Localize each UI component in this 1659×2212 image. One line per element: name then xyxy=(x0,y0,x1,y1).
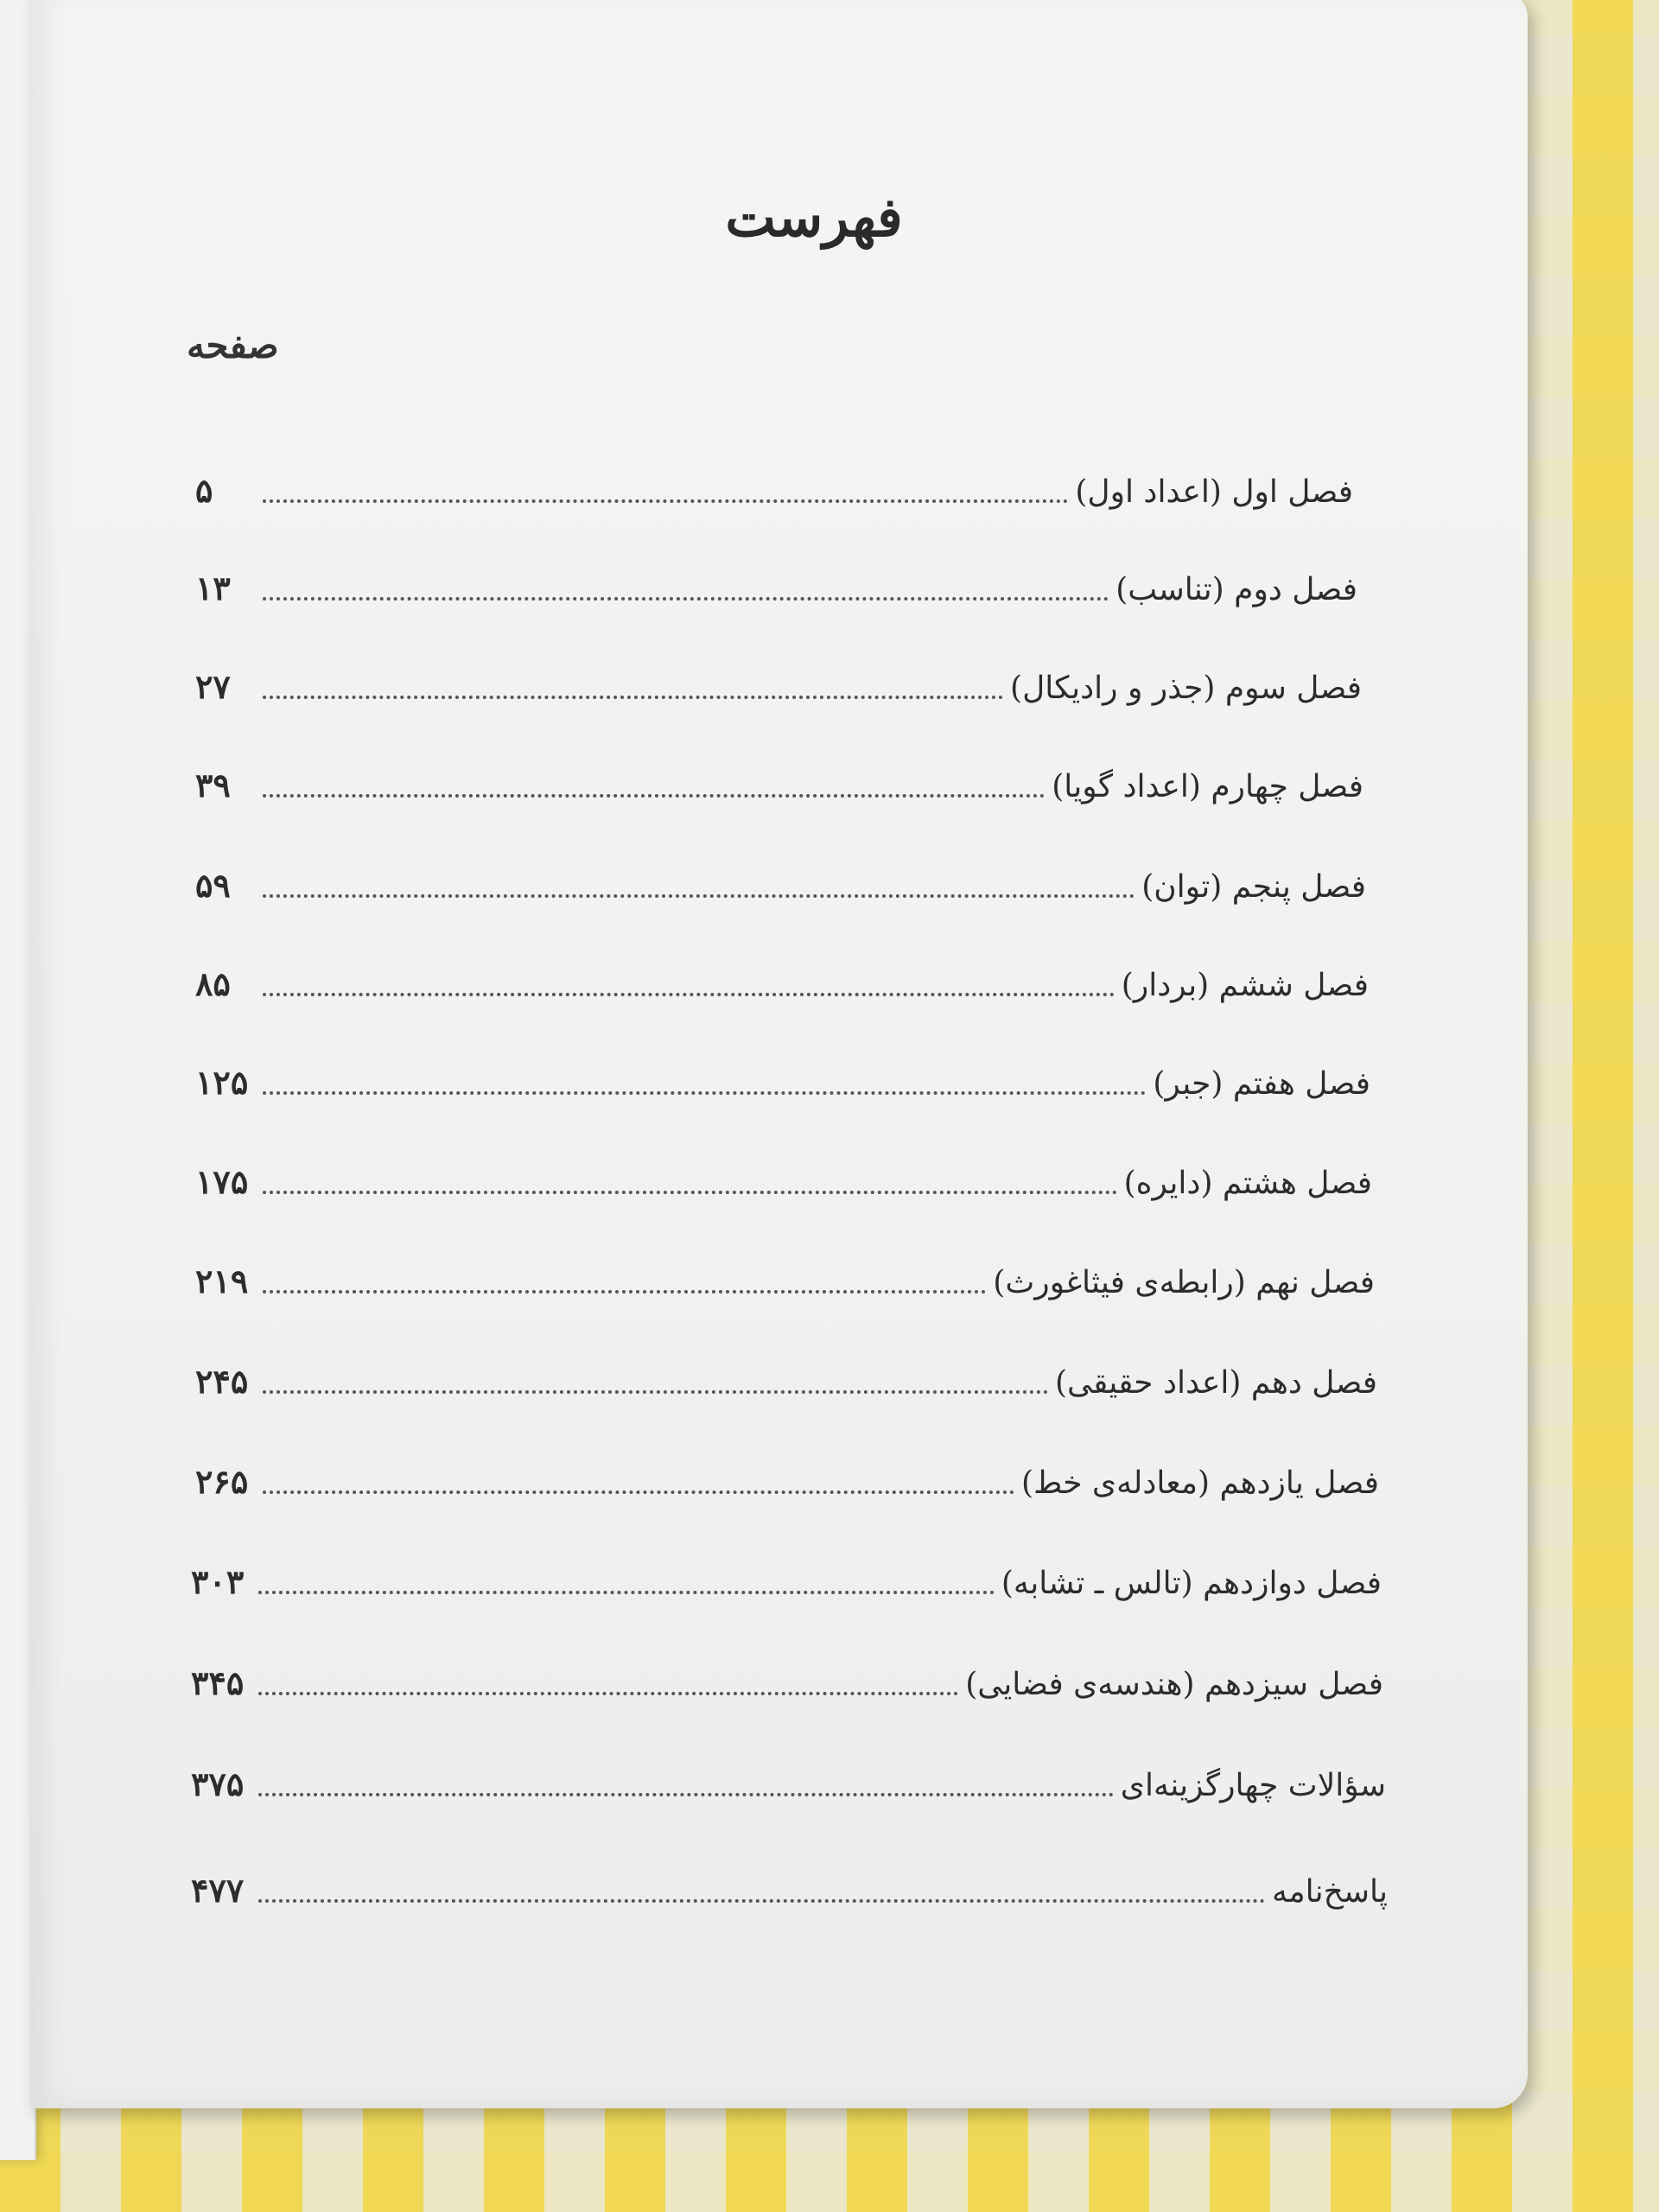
dot-leader xyxy=(263,597,1109,601)
toc-page-number: ۲۷ xyxy=(195,667,231,706)
dot-leader xyxy=(263,696,1003,699)
toc-entry[interactable] xyxy=(195,667,1362,706)
toc-entry[interactable] xyxy=(195,866,1366,905)
dot-leader xyxy=(258,1899,1265,1903)
toc-entry[interactable] xyxy=(191,1663,1383,1702)
toc-page-number: ۱۷۵ xyxy=(195,1162,249,1201)
toc-entry-label: فصل پنجم (توان) xyxy=(1141,869,1366,905)
toc-page-number: ۲۴۵ xyxy=(195,1362,249,1401)
dot-leader xyxy=(258,1591,995,1594)
toc-entry[interactable] xyxy=(195,1162,1372,1201)
toc-entry[interactable] xyxy=(195,569,1357,607)
dot-leader xyxy=(263,794,1045,798)
toc-entry-label: پاسخ‌نامه xyxy=(1272,1874,1388,1910)
toc-entry[interactable] xyxy=(195,471,1353,510)
toc-entry-label: فصل سوم (جذر و رادیکال) xyxy=(1010,671,1362,706)
book-page xyxy=(31,0,1528,2108)
dot-leader xyxy=(263,1091,1146,1095)
dot-leader xyxy=(263,993,1115,996)
dot-leader xyxy=(263,499,1068,503)
toc-entry[interactable] xyxy=(195,1462,1379,1501)
page-column-header: صفحه xyxy=(187,324,279,366)
toc-page-number: ۳۹ xyxy=(195,766,231,804)
toc-entry-label: فصل یازدهم (معادله‌ی خط) xyxy=(1021,1465,1379,1501)
dot-leader xyxy=(258,1793,1114,1796)
toc-entry[interactable] xyxy=(195,1262,1375,1300)
toc-entry-label: فصل اول (اعداد اول) xyxy=(1075,474,1353,510)
toc-page-number: ۵ xyxy=(195,471,213,510)
dot-leader xyxy=(263,1191,1117,1194)
dot-leader xyxy=(258,1692,958,1695)
dot-leader xyxy=(263,1290,986,1294)
page-title: فهرست xyxy=(725,186,903,249)
toc-entry[interactable] xyxy=(195,1063,1370,1102)
toc-page-number: ۳۷۵ xyxy=(191,1764,245,1803)
toc-page-number: ۸۵ xyxy=(195,964,231,1003)
toc-entry-label: فصل نهم (رابطه‌ی فیثاغورث) xyxy=(993,1265,1375,1300)
dot-leader xyxy=(263,1390,1048,1394)
toc-page-number: ۵۹ xyxy=(195,866,231,905)
table-of-contents xyxy=(31,0,1528,2108)
toc-page-number: ۲۶۵ xyxy=(195,1462,249,1501)
toc-entry-label: فصل هشتم (دایره) xyxy=(1123,1166,1372,1201)
toc-entry-label: فصل هفتم (جبر) xyxy=(1153,1066,1370,1102)
toc-entry-label: فصل سیزدهم (هندسه‌ی فضایی) xyxy=(965,1667,1383,1702)
dot-leader xyxy=(263,894,1135,898)
toc-entry-label: فصل چهارم (اعداد گویا) xyxy=(1052,769,1363,804)
toc-entry-label: سؤالات چهارگزینه‌ای xyxy=(1120,1768,1386,1803)
dot-leader xyxy=(263,1491,1014,1494)
toc-entry[interactable] xyxy=(195,964,1369,1003)
toc-page-number: ۴۷۷ xyxy=(191,1871,245,1910)
toc-entry-label: فصل ششم (بردار) xyxy=(1121,968,1369,1003)
toc-entry[interactable] xyxy=(191,1562,1382,1601)
toc-entry-label: فصل دهم (اعداد حقیقی) xyxy=(1054,1365,1377,1401)
toc-entry[interactable] xyxy=(191,1871,1388,1910)
toc-entry-label: فصل دوازدهم (تالس ـ تشابه) xyxy=(1001,1566,1382,1601)
toc-entry[interactable] xyxy=(195,766,1363,804)
toc-page-number: ۱۳ xyxy=(195,569,231,607)
toc-entry-label: فصل دوم (تناسب) xyxy=(1116,572,1357,607)
toc-page-number: ۲۱۹ xyxy=(195,1262,249,1300)
toc-entry[interactable] xyxy=(191,1764,1386,1803)
toc-page-number: ۳۴۵ xyxy=(191,1663,245,1702)
toc-page-number: ۳۰۳ xyxy=(191,1562,245,1601)
toc-page-number: ۱۲۵ xyxy=(195,1063,249,1102)
toc-entry[interactable] xyxy=(195,1362,1377,1401)
